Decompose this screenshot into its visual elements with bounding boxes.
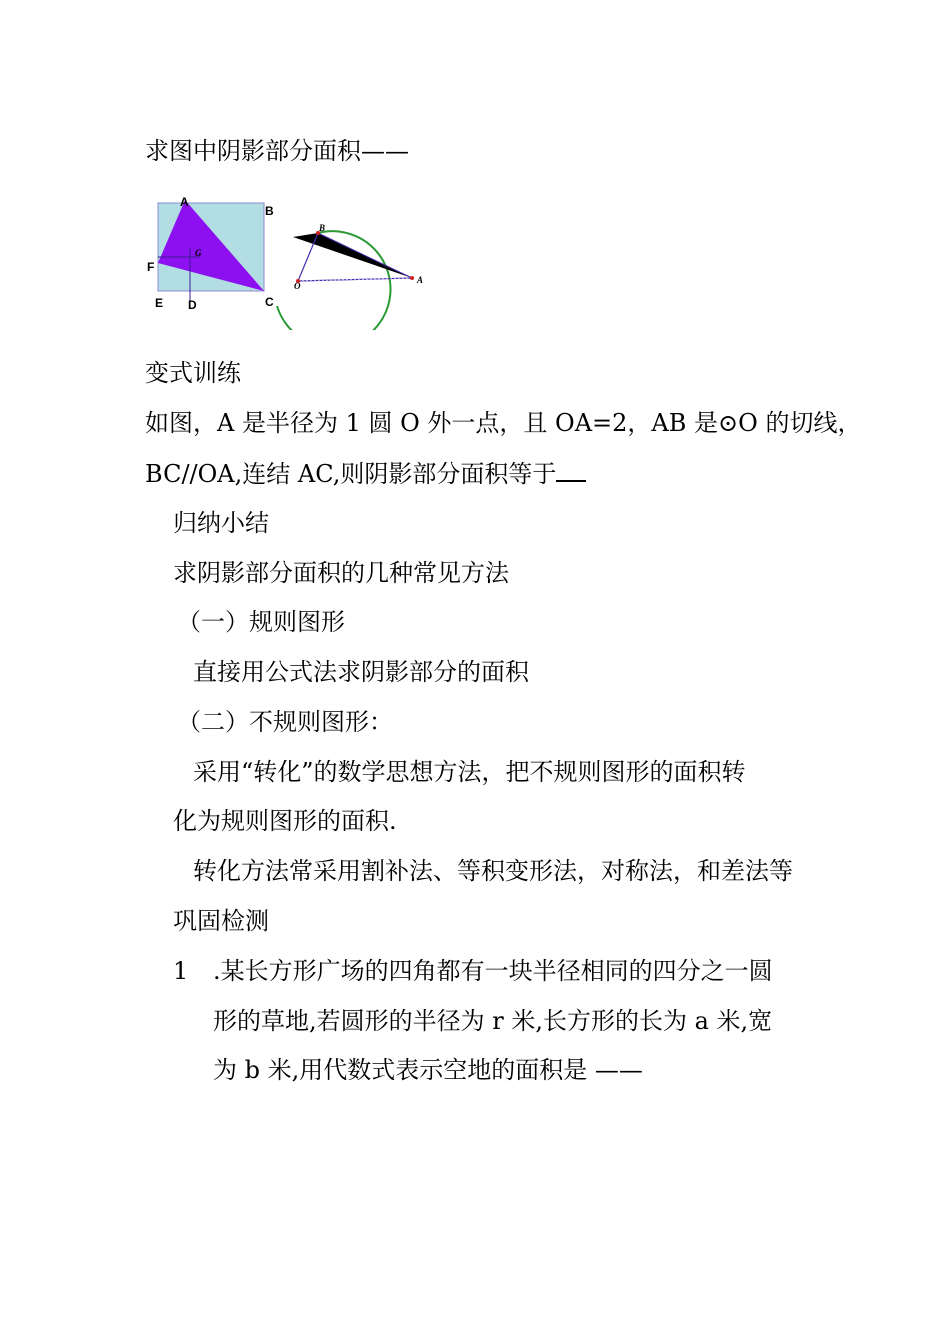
label-a2: A bbox=[417, 275, 424, 285]
square-shaded-figure bbox=[140, 190, 290, 315]
answer-blank bbox=[556, 458, 586, 482]
label-f: F bbox=[147, 260, 155, 274]
shaded-region bbox=[293, 233, 412, 278]
tangent-ab bbox=[318, 233, 412, 278]
variant-heading: 变式训练 bbox=[145, 359, 241, 387]
variant-text-1: 如图，A 是半径为 1 圆 O 外一点，且 OA=2，AB 是⊙O 的切线， bbox=[145, 409, 862, 437]
method2-text-1: 采用“转化”的数学思想方法，把不规则图形的面积转 bbox=[193, 758, 746, 786]
q1-number: 1 bbox=[173, 957, 189, 985]
method1-text: 直接用公式法求阴影部分的面积 bbox=[193, 658, 529, 686]
circle-tangent-figure bbox=[275, 215, 435, 330]
method1-title: （一）规则图形 bbox=[177, 608, 345, 636]
label-b: B bbox=[265, 204, 274, 218]
label-g: G bbox=[195, 248, 202, 258]
label-c: C bbox=[265, 295, 274, 309]
label-e: E bbox=[155, 296, 164, 310]
problem-title: 求图中阴影部分面积—— bbox=[145, 137, 409, 165]
q1-text-3: 为 b 米,用代数式表示空地的面积是 —— bbox=[213, 1056, 643, 1084]
q1-text-2: 形的草地,若圆形的半径为 r 米,长方形的长为 a 米,宽 bbox=[213, 1007, 773, 1035]
label-d: D bbox=[188, 298, 197, 312]
summary-intro: 求阴影部分面积的几种常见方法 bbox=[173, 559, 509, 587]
variant-text-2-wrap bbox=[145, 458, 586, 489]
method2-text-3: 转化方法常采用割补法、等积变形法，对称法，和差法等 bbox=[193, 857, 793, 885]
label-a: A bbox=[180, 195, 189, 209]
point-a bbox=[410, 276, 414, 280]
q1-text-1: .某长方形广场的四角都有一块半径相同的四分之一圆 bbox=[213, 957, 773, 985]
segment-oa-highlight bbox=[298, 278, 412, 281]
method2-text-2: 化为规则图形的面积. bbox=[173, 807, 397, 835]
consolidate-heading: 巩固检测 bbox=[173, 907, 269, 935]
summary-heading: 归纳小结 bbox=[173, 509, 269, 537]
method2-title: （二）不规则图形： bbox=[177, 708, 393, 736]
label-o: O bbox=[294, 281, 301, 291]
label-b2: B bbox=[319, 223, 326, 233]
variant-text-2: BC//OA,连结 AC,则阴影部分面积等于 bbox=[145, 460, 557, 488]
